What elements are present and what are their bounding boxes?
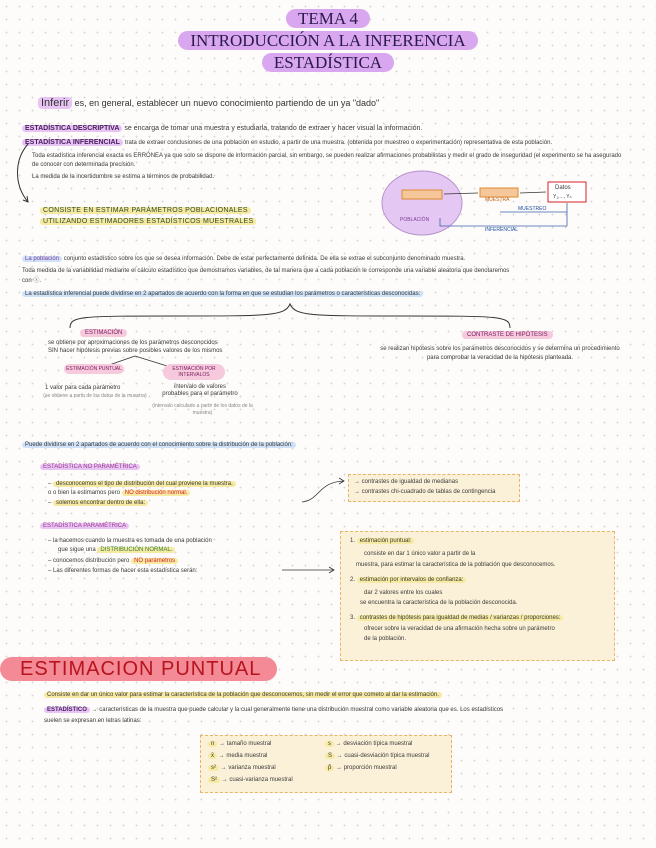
sym-left-3: S² → cuasi-varianza muestral [208, 776, 318, 785]
data-label: Datos [555, 185, 571, 191]
desc-label: ESTADÍSTICA DESCRIPTIVA [22, 125, 122, 132]
est-text2: SIN hacer hipótesis previas sobre posibles valores de los mismos [48, 348, 223, 354]
intro-text: es, en general, establecer un nuevo conocimiento partiendo de un ya "dado" [74, 98, 380, 108]
punt-label: ESTIMACIÓN PUNTUAL [64, 364, 124, 374]
pop-rect [402, 190, 442, 199]
brace [60, 302, 560, 332]
sample-label: MUESTRA [485, 197, 510, 203]
punt-note: (se obtiene a partir de los datos de la muestra) [43, 393, 147, 399]
ep-line1: Consiste en dar un único valor para estimar la característica de la población que desconocemos, sin medir el error que cometo al dar la estimación. [44, 691, 442, 700]
est-label-wrap: ESTIMACIÓN [80, 328, 127, 338]
p-item2-head: 2. estimación por intervalos de confianza: [350, 576, 608, 585]
sym-right-2: p̂ → proporción muestral [325, 764, 445, 773]
desc-text: se encarga de tomar una muestra y estudiarla, tratando de extraer y hacer visual la información. [124, 125, 423, 132]
np-r2: → contrastes chi-cuadrado de tablas de contingencia [354, 489, 496, 495]
int-text: intervalo de valores probables para el parámetro [162, 384, 238, 397]
dist-text: Puede dividirse en 2 apartados de acuerdo con el conocimiento sobre la distribución de la población: [22, 441, 296, 450]
p-item3-body2: de la población. [364, 636, 407, 642]
p-item2-body2: se encuentra la característica de la población desconocida. [360, 600, 518, 606]
title-line1: TEMA 4 [0, 10, 656, 28]
pop-label: POBLACIÓN [400, 217, 430, 223]
hyp-label-wrap: CONTRASTE DE HIPÓTESIS [462, 330, 553, 340]
p-box-content [350, 537, 608, 644]
est-text1: se obtiene por aproximaciones de los parámetros desconocidos [48, 340, 218, 346]
sym-right-1: S → cuasi-desviación típica muestral [325, 752, 445, 761]
muestreo-label: MUESTREO [518, 206, 547, 212]
intro-word: Inferir [38, 97, 72, 109]
p-b1: – la hacemos cuando la muestra es tomada de una población [48, 538, 212, 544]
curve-arrow [10, 140, 40, 210]
pob-line3: con ⓧ. [22, 278, 42, 284]
ep-line3: suelen se expresan en letras latinas: [44, 718, 142, 724]
sym-left-1: x̄ → media muestral [208, 752, 318, 761]
pob-term: La población [22, 256, 62, 262]
np-r1: → contrastes de igualdad de medianas [354, 479, 459, 485]
p-item1-body1: consiste en dar 1 único valor a partir de la [364, 551, 476, 557]
np-b1: – desconocemos el tipo de distribución del cual proviene la muestra. [48, 480, 236, 489]
p-arrow [280, 562, 340, 576]
np-b3: – solemos encontrar dentro de ella: [48, 499, 148, 508]
pob-line1: La población conjunto estadístico sobre los que se desea información. Debe de estar perfectamente definida. De ella se extrae el subconjunto denominado muestra. [22, 255, 465, 264]
inf-text2: Toda estadística inferencial exacta es ERRÓNEA ya que solo se dispone de información parcial, sin embargo, se pueden realizar afirmaciones probabilistas y medir el grado de inseguridad (el experimento se ha asegurado [32, 153, 622, 159]
int-label: ESTIMACIÓN POR INTERVALOS [163, 364, 225, 380]
p-b1b: que sigue una DISTRIBUCIÓN NORMAL. [58, 546, 175, 555]
inf-text4: La medida de la incertidumbre se estima a términos de probabilidad. [32, 174, 215, 180]
inf-text3: de conocer con determinada precisión. [32, 162, 136, 168]
hyp-text: se realizan hipótesis sobre los parámetros desconocidos y se determina un procedimiento para comprobar la veracidad de la hipótesis planteada. [380, 346, 620, 361]
inferencial-label: INFERENCIAL [485, 227, 519, 233]
p-b2: – conocemos distribución pero NO parámetros [48, 557, 178, 566]
title-line3: ESTADÍSTICA [0, 54, 656, 72]
intro-line [38, 97, 379, 109]
p-item3-head: 3. contrastes de hipótesis para igualdad de medias / varianzas / proporciones: [350, 614, 608, 623]
np-label-wrap: ESTADÍSTICA NO PARAMÉTRICA [40, 462, 140, 472]
consiste-line1: CONSISTE EN ESTIMAR PARÁMETROS POBLACIONALES [40, 206, 251, 215]
int-note: (intervalo calculado a partir de los datos de la muestra) [152, 403, 253, 416]
pob-line4: La estadística inferencial puede dividirse en 2 apartados de acuerdo con la forma en que se estudian los parámetros o características desconocidas: [22, 290, 423, 299]
ep-line2: ESTADÍSTICO → características de la muestra que puede calcular y la cual generalmente tiene una distribución muestral como variable aleatoria que es. Los estadísticos [44, 706, 503, 715]
p-item2-body1: dar 2 valores entre los cuales [364, 590, 443, 596]
desc-line [22, 124, 422, 133]
inf-text1: trata de extraer conclusiones de una población en estudio, a partir de una muestra. (obtenida por muestreo o experimentación) representativa de esta población. [124, 140, 553, 146]
ep-header: ESTIMACION PUNTUAL [0, 657, 277, 681]
ep-header-wrap [0, 657, 277, 681]
punt-text: 1 valor para cada parámetro [45, 385, 121, 391]
np-b2: o o bien la estimamos pero NO distribución normal. [48, 489, 190, 498]
symbols-right [325, 740, 445, 773]
p-item1-head: 1. estimación puntual: [350, 537, 608, 546]
sym-right-0: s → desviación típica muestral [325, 740, 445, 749]
p-label-wrap: ESTADÍSTICA PARAMÉTRICA [40, 521, 129, 531]
sym-left-0: n → tamaño muestral [208, 740, 318, 749]
p-item3-body1: ofrecer sobre la veracidad de una afirmación hecha sobre un parámetro [364, 626, 555, 632]
sym-left-2: s² → varianza muestral [208, 764, 318, 773]
pob-line2: Toda medida de la variabilidad mediante el cálculo estadístico que demostramos variables, de tal manera que a cada población le corresponde una variable aleatoria que denotaremos [22, 268, 510, 274]
np-arrow [300, 476, 350, 506]
inf-label: ESTADÍSTICA INFERENCIAL [22, 139, 123, 146]
data-vals: Y₁,..., Yₙ [553, 194, 572, 200]
symbols-left [208, 740, 318, 785]
p-item1-body2: muestra, para estimar la característica de la población que desconocemos. [356, 562, 556, 568]
consiste-line2: UTILIZANDO ESTIMADORES ESTADÍSTICOS MUESTRALES [40, 217, 256, 226]
inf-line1 [22, 138, 552, 148]
population-circle [382, 171, 462, 235]
p-b3: – Las diferentes formas de hacer esta estadística serán: [48, 568, 198, 574]
title-line2: INTRODUCCIÓN A LA INFERENCIA [0, 32, 656, 50]
